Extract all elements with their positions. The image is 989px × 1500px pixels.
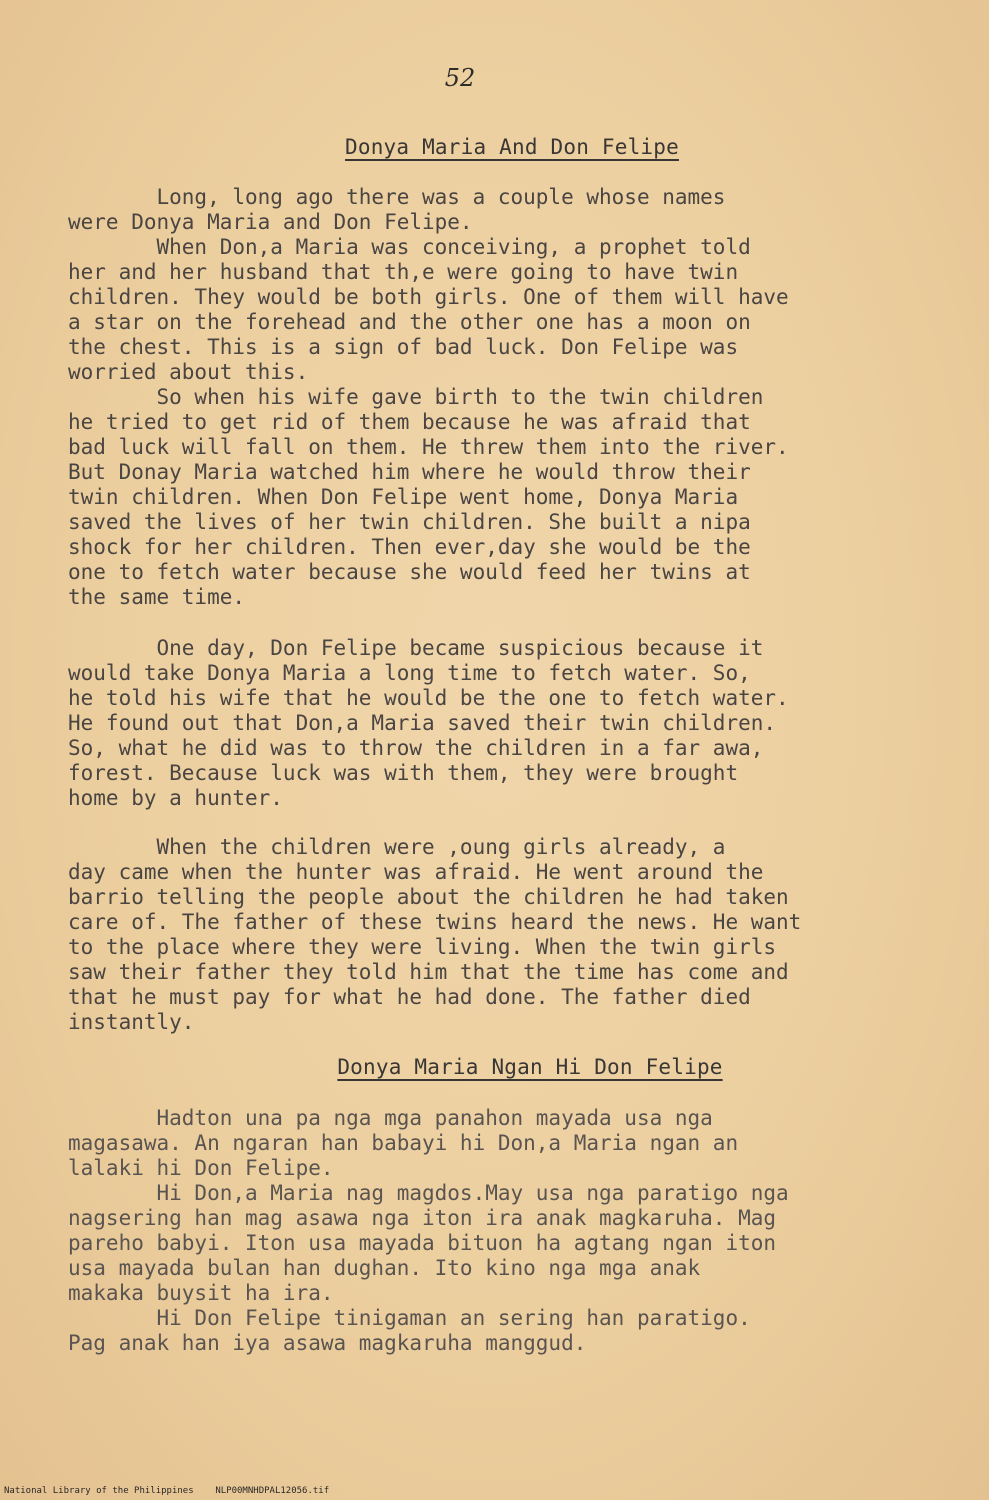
footer-institution: National Library of the Philippines (4, 1486, 194, 1496)
page-number: 52 (444, 64, 476, 92)
footer-file-id: NLP00MNHDPAL12056.tif (215, 1486, 330, 1496)
story-title-english: Donya Maria And Don Felipe (345, 135, 679, 159)
story-title-waray: Donya Maria Ngan Hi Don Felipe (337, 1055, 723, 1079)
story-english-paragraph-1: Long, long ago there was a couple whose names were Donya Maria and Don Felipe. When Don,a Maria was conceiving, a prophet told her and her husband that th,e were going to have twin children. They would be both girls. One of them will have a star on the forehead and the other one has a moon on the chest. This is a sign of bad luck. Don Felipe was worried about this. So when his wife gave birth to the twin children he tried to get rid of them because he was afraid that bad luck will fall on them. He threw them into the river. But Donay Maria watched him where he would throw their twin children. When Don Felipe went home, Donya Maria saved the lives of her twin children. She built a nipa shock for her children. Then ever,day she would be the one to fetch water because she would feed her twins at the same time. (68, 185, 789, 609)
story-english-paragraph-3: When the children were ,oung girls already, a day came when the hunter was afraid. He went around the barrio telling the people about the children he had taken care of. The father of these twins heard the news. He want to the place where they were living. When the twin girls saw their father they told him that the time has come and that he must pay for what he had done. The father died instantly. (68, 835, 802, 1034)
story-waray-paragraph-1: Hadton una pa nga mga panahon mayada usa nga magasawa. An ngaran han babayi hi Don,a Maria ngan an lalaki hi Don Felipe. Hi Don,a Maria nag magdos.May usa nga paratigo nga nagsering han mag asawa nga iton ira anak magkaruha. Mag pareho babyi. Iton usa mayada bituon ha agtang ngan iton usa mayada bulan han dughan. Ito kino nga mga anak makaka buysit ha ira. Hi Don Felipe tinigaman an sering han paratigo. Pag anak han iya asawa magkaruha manggud. (68, 1106, 789, 1355)
story-english-paragraph-2: One day, Don Felipe became suspicious because it would take Donya Maria a long time to fetch water. So, he told his wife that he would be the one to fetch water. He found out that Don,a Maria saved their twin children. So, what he did was to throw the children in a far awa, forest. Because luck was with them, they were brought home by a hunter. (68, 636, 789, 810)
archive-footer (4, 1486, 329, 1496)
